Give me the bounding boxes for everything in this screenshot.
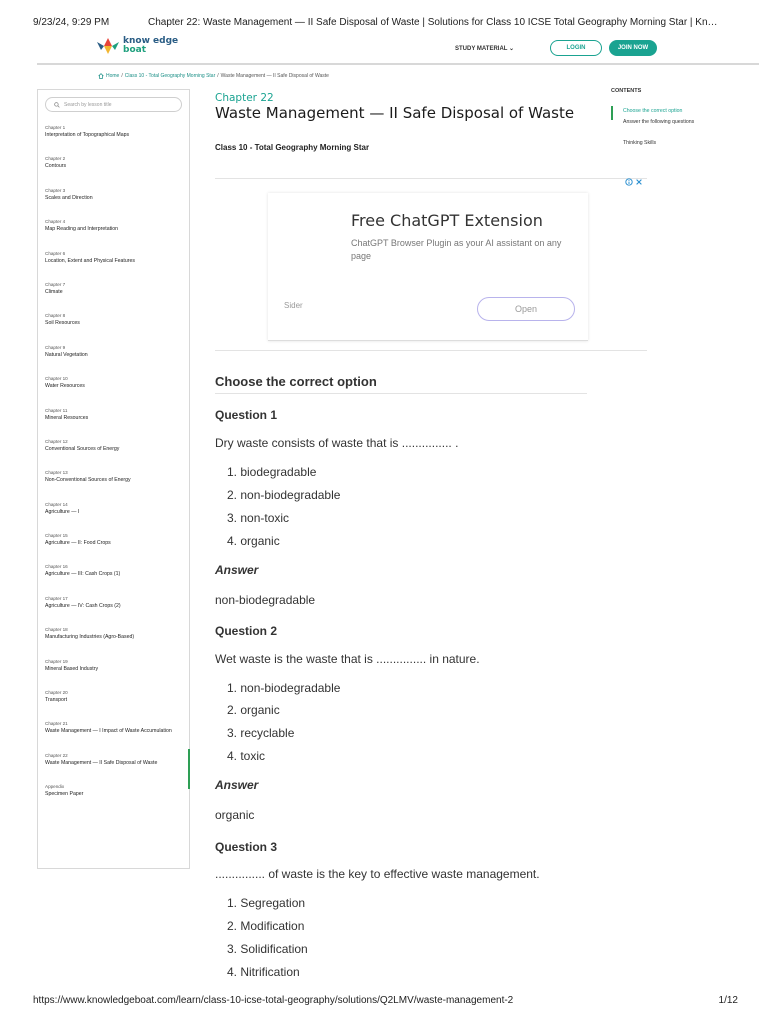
chapter-number: Chapter 9 [45,344,66,350]
print-page-number: 1/12 [718,995,738,1006]
sidebar-item-chapter-12[interactable] [38,439,189,470]
ad-choices[interactable] [625,178,643,186]
question-option: 4. Nitrification [227,965,300,979]
section-divider [215,393,587,394]
chapter-number: Chapter 21 [45,721,68,727]
sidebar-item-chapter-18[interactable] [38,627,189,658]
option-text: biodegradable [240,465,317,479]
chapter-number: Chapter 6 [45,250,66,256]
option-text: organic [240,703,280,717]
sidebar-item-chapter-13[interactable] [38,470,189,501]
answer-heading: Answer [215,563,259,577]
chapter-number: Chapter 19 [45,658,68,664]
option-text: Segregation [240,896,306,910]
option-text: Nitrification [240,965,300,979]
print-header [0,0,768,30]
study-material-menu[interactable] [455,45,514,52]
sidebar-item-chapter-22[interactable] [38,753,189,784]
breadcrumb-course[interactable]: Class 10 - Total Geography Morning Star [124,73,216,79]
chapter-name: Non-Conventional Sources of Energy [45,477,131,484]
question-option: 3. non-toxic [227,511,290,525]
logo-text-line1: know edge [123,36,179,46]
sidebar-item-chapter-7[interactable] [38,282,189,313]
chapter-name: Natural Vegetation [45,351,88,358]
chapter-name: Manufacturing Industries (Agro-Based) [45,634,135,641]
chapter-number: Chapter 1 [45,125,66,130]
question-option: 2. organic [227,703,280,717]
study-material-label: STUDY MATERIAL [455,46,508,52]
chapter-number: Chapter 22 [45,752,68,758]
option-text: Solidification [240,942,308,956]
join-now-button[interactable]: JOIN NOW [609,40,657,56]
chapter-name: Location, Extent and Physical Features [45,257,135,264]
question-option: 1. Segregation [227,896,306,910]
chapter-number: Chapter 18 [45,627,68,633]
print-title: Chapter 22: Waste Management — II Safe Disposal of Waste | Solutions for Class 10 ICSE Total Geography Morning Star | Kn… [148,17,718,28]
question-heading: Question 1 [215,408,278,422]
chapter-name: Mineral Based Industry [45,665,99,672]
breadcrumb [98,73,329,79]
sidebar-item-chapter-14[interactable] [38,502,189,533]
chapter-name: Waste Management — I Impact of Waste Accumulation [45,728,172,735]
question-text: Wet waste is the waste that is ............... in nature. [215,652,480,666]
ad-description: ChatGPT Browser Plugin as your AI assistant on any page [351,238,562,261]
chapter-number: Chapter 20 [45,690,68,696]
sidebar-item-chapter-9[interactable] [38,345,189,376]
chapter-name: Agriculture — I [45,508,80,515]
advertisement[interactable] [268,193,588,341]
chapter-number: Chapter 14 [45,501,68,507]
question-option: 1. non-biodegradable [227,681,341,695]
chapter-name: Scales and Direction [45,194,93,201]
chapter-number: Chapter 2 [45,156,66,162]
chevron-down-icon: ⌄ [509,46,515,52]
question-option: 4. toxic [227,749,266,763]
question-option: 2. Modification [227,919,305,933]
question-option: 2. non-biodegradable [227,488,341,502]
sidebar-item-chapter-20[interactable] [38,690,189,721]
toc-heading: CONTENTS [611,88,642,94]
chapter-name: Specimen Paper [45,791,84,798]
question-text: ............... of waste is the key to effective waste management. [215,867,540,881]
ad-title: Free ChatGPT Extension [351,211,543,230]
sidebar-item-chapter-11[interactable] [38,408,189,439]
login-button[interactable]: LOGIN [550,40,602,56]
chapter-number: Chapter 17 [45,595,68,601]
toc-item-thinking-skills[interactable]: Thinking Skills [623,140,657,146]
sidebar-item-chapter-17[interactable] [38,596,189,627]
table-of-contents [611,88,721,146]
option-text: non-biodegradable [240,488,341,502]
question-heading: Question 2 [215,624,278,638]
sidebar-item-chapter-1[interactable] [38,125,189,156]
ad-close-icon[interactable] [635,178,643,186]
chapter-name: Mineral Resources [45,414,89,421]
breadcrumb-separator: / [121,73,123,79]
chapter-number: Chapter 11 [45,407,68,413]
question-option: 3. Solidification [227,942,308,956]
chapter-label: Chapter 22 [215,92,274,104]
chapter-name: Contours [45,163,67,170]
chapter-number: Chapter 8 [45,313,66,319]
section-heading: Choose the correct option [215,374,377,389]
chapter-number: Chapter 4 [45,219,66,225]
option-text: non-toxic [240,511,290,525]
toc-item-answer-questions[interactable]: Answer the following questions [623,119,695,125]
answer-text: organic [215,808,255,822]
toc-item-choose-correct-option[interactable]: Choose the correct option [611,108,682,114]
question-text: Dry waste consists of waste that is ............... . [215,436,459,450]
option-text: Modification [240,919,305,933]
chapter-number: Chapter 12 [45,438,68,444]
chapter-name: Water Resources [45,383,85,390]
top-navigation [37,35,759,65]
sidebar-item-chapter-16[interactable] [38,564,189,595]
option-text: organic [240,534,280,548]
breadcrumb-home[interactable]: Home [106,73,120,79]
chapter-name: Conventional Sources of Energy [45,445,120,452]
chapter-list [38,125,189,816]
sidebar-item-chapter-10[interactable] [38,376,189,407]
chapter-name: Transport [45,697,68,704]
sidebar-item-chapter-8[interactable] [38,313,189,344]
sidebar-item-chapter-3[interactable] [38,188,189,219]
page-subtitle: Class 10 - Total Geography Morning Star [215,143,370,152]
question-option: 4. organic [227,534,280,548]
site-logo[interactable] [97,37,178,55]
ad-open-button[interactable]: Open [477,297,575,321]
sidebar-item-chapter-2[interactable] [38,156,189,187]
option-text: non-biodegradable [240,681,341,695]
chapter-number: Chapter 15 [45,533,68,539]
answer-text: non-biodegradable [215,593,316,607]
lesson-search-input[interactable] [45,97,182,112]
option-text: toxic [240,749,266,763]
chapter-name: Map Reading and Interpretation [45,226,118,233]
question-heading: Question 3 [215,840,278,854]
sidebar-item-chapter-19[interactable] [38,659,189,690]
chapter-name: Interpretation of Topographical Maps [45,132,130,138]
ad-divider-bottom [215,350,647,351]
ad-brand: Sider [284,301,303,310]
chapter-number: Chapter 10 [45,376,68,382]
home-icon [98,73,104,79]
breadcrumb-current: Waste Management — II Safe Disposal of Waste [220,73,329,79]
chapter-name: Agriculture — III: Cash Crops (1) [45,571,121,578]
chapter-name: Climate [45,288,63,295]
chapter-name: Agriculture — II: Food Crops [45,540,111,547]
chapter-number: Appendix [45,784,65,790]
chapter-number: Chapter 3 [45,187,66,193]
logo-text-line2: boat [123,45,147,55]
sidebar-item-chapter-21[interactable] [38,721,189,752]
chapter-number: Chapter 16 [45,564,68,570]
question-option: 3. recyclable [227,726,295,740]
print-url: https://www.knowledgeboat.com/learn/class-10-icse-total-geography/solutions/Q2LMV/waste-management-2 [33,995,514,1006]
sidebar-item-chapter-6[interactable] [38,251,189,282]
search-placeholder: Search by lesson title [64,101,112,108]
print-date: 9/23/24, 9:29 PM [33,17,110,28]
page-title: Waste Management — II Safe Disposal of Waste [215,104,575,122]
print-footer [0,995,768,1011]
chapter-name: Agriculture — IV: Cash Crops (2) [45,602,121,609]
answer-heading: Answer [215,778,259,792]
sidebar-item-chapter-15[interactable] [38,533,189,564]
chapter-sidebar [37,89,190,869]
sidebar-item-chapter-4[interactable] [38,219,189,250]
breadcrumb-separator: / [217,73,219,79]
ad-divider-top [215,178,647,179]
ad-info-icon[interactable] [625,178,633,186]
option-text: recyclable [240,726,295,740]
chapter-number: Chapter 13 [45,470,68,476]
boat-logo-icon [97,38,119,54]
chapter-name: Waste Management — II Safe Disposal of Waste [45,759,158,766]
chapter-number: Chapter 7 [45,281,66,287]
search-icon [54,102,60,108]
question-option: 1. biodegradable [227,465,317,479]
chapter-name: Soil Resources [45,320,80,327]
sidebar-item-appendix[interactable] [38,784,189,815]
